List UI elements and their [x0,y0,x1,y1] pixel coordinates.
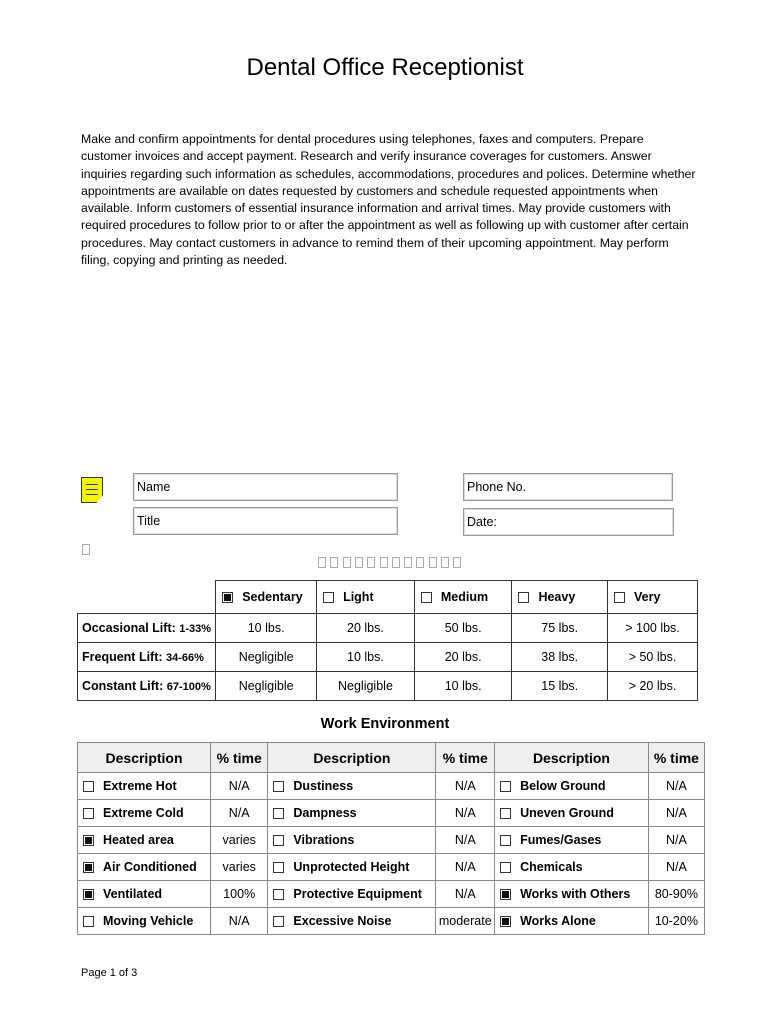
row-label [78,643,216,672]
percent-time-header: % time [211,743,268,773]
environment-label: Fumes/Gases [520,833,602,847]
lift-value: > 20 lbs. [608,672,698,701]
table-row [78,827,705,854]
checkbox[interactable] [83,781,94,792]
environment-label: Excessive Noise [293,914,392,928]
lift-value: Negligible [317,672,415,701]
checkbox[interactable] [222,592,233,603]
percent-time: varies [211,827,268,854]
lift-value: 38 lbs. [512,643,608,672]
environment-label: Extreme Cold [103,806,184,820]
environment-label: Dampness [293,806,357,820]
percent-time: N/A [211,773,268,800]
description-header: Description [78,743,211,773]
environment-item [268,827,436,854]
description-header: Description [268,743,436,773]
checkbox[interactable] [273,835,284,846]
percent-time: varies [211,854,268,881]
lift-category-very [608,581,698,614]
lift-value: Negligible [216,643,317,672]
environment-label: Ventilated [103,887,163,901]
row-label [78,672,216,701]
missing-glyph-icon [355,557,363,568]
checkbox[interactable] [273,808,284,819]
percent-time: N/A [648,854,704,881]
lift-value: 10 lbs. [216,614,317,643]
table-row [78,614,698,643]
environment-item [495,854,649,881]
environment-label: Below Ground [520,779,606,793]
environment-item [268,881,436,908]
environment-label: Uneven Ground [520,806,614,820]
environment-item [495,827,649,854]
checkbox[interactable] [83,862,94,873]
percent-time: 10-20% [648,908,704,935]
table-row [78,854,705,881]
percent-time: N/A [436,773,495,800]
environment-item [495,773,649,800]
environment-item [78,881,211,908]
environment-label: Vibrations [293,833,355,847]
checkbox[interactable] [500,835,511,846]
checkbox[interactable] [614,592,625,603]
lift-range: 67-100% [166,681,211,693]
lift-value: 50 lbs. [414,614,512,643]
checkbox[interactable] [273,916,284,927]
percent-time: 100% [211,881,268,908]
environment-item [78,827,211,854]
phone-field[interactable]: Phone No. [463,473,673,501]
table-row [78,881,705,908]
lift-category-heavy [512,581,608,614]
environment-item [78,773,211,800]
percent-time: moderate [436,908,495,935]
environment-label: Protective Equipment [293,887,422,901]
checkbox[interactable] [83,835,94,846]
percent-time: N/A [436,881,495,908]
missing-glyph-icon [404,557,412,568]
checkbox[interactable] [323,592,334,603]
checkbox[interactable] [83,808,94,819]
percent-time: 80-90% [648,881,704,908]
missing-glyph-icon [318,557,326,568]
environment-item [268,908,436,935]
percent-time-header: % time [648,743,704,773]
checkbox[interactable] [273,862,284,873]
sticky-note-icon[interactable] [81,477,103,503]
lift-value: 15 lbs. [512,672,608,701]
category-label: Medium [440,590,489,604]
page-number: Page 1 of 3 [81,967,138,979]
environment-label: Unprotected Height [293,860,410,874]
percent-time: N/A [436,800,495,827]
lift-value: 20 lbs. [317,614,415,643]
lift-value: 75 lbs. [512,614,608,643]
checkbox[interactable] [500,781,511,792]
environment-label: Works Alone [520,914,596,928]
lift-category-medium [414,581,512,614]
environment-item [78,854,211,881]
environment-item [268,854,436,881]
checkbox[interactable] [500,862,511,873]
lift-category-light [317,581,415,614]
page-title: Dental Office Receptionist [246,54,524,81]
table-row [78,643,698,672]
lift-value: Negligible [216,672,317,701]
missing-glyph-icon [380,557,388,568]
date-field[interactable]: Date: [463,508,674,536]
work-environment-title: Work Environment [320,716,450,732]
environment-item [268,773,436,800]
lift-value: > 50 lbs. [608,643,698,672]
row-label [78,614,216,643]
environment-label: Works with Others [520,887,631,901]
lift-range: 1-33% [179,623,212,635]
category-label: Very [634,590,661,604]
percent-time: N/A [211,908,268,935]
lift-range: 34-66% [166,652,204,664]
environment-item [78,908,211,935]
lift-value: 10 lbs. [317,643,415,672]
table-row [78,800,705,827]
percent-time: N/A [436,827,495,854]
checkbox[interactable] [273,781,284,792]
missing-glyph-icon [453,557,461,568]
description-header: Description [495,743,649,773]
missing-glyph-icon [330,557,338,568]
checkbox[interactable] [83,889,94,900]
checkbox[interactable] [421,592,432,603]
lift-type: Constant Lift: [82,679,164,693]
missing-glyph-icon [441,557,449,568]
lift-table [77,580,698,701]
environment-label: Heated area [103,833,174,847]
checkbox[interactable] [500,889,511,900]
environment-item [495,800,649,827]
environment-label: Air Conditioned [103,860,197,874]
category-label: Light [343,590,374,604]
percent-time: N/A [648,827,704,854]
category-label: Heavy [538,590,576,604]
table-row [78,672,698,701]
title-field[interactable]: Title [133,507,398,535]
checkbox[interactable] [273,889,284,900]
missing-glyph-icon [343,557,351,568]
percent-time: N/A [648,800,704,827]
lift-value: 10 lbs. [414,672,512,701]
lift-type: Frequent Lift: [82,650,163,664]
category-label: Sedentary [242,590,303,604]
environment-item [268,800,436,827]
table-row [78,773,705,800]
name-field[interactable]: Name [133,473,398,501]
environment-item [495,908,649,935]
percent-time: N/A [436,854,495,881]
missing-glyph-icon [82,544,90,555]
work-environment-table [77,742,705,935]
checkbox[interactable] [500,916,511,927]
percent-time-header: % time [436,743,495,773]
environment-label: Extreme Hot [103,779,177,793]
percent-time: N/A [211,800,268,827]
checkbox[interactable] [518,592,529,603]
environment-label: Chemicals [520,860,583,874]
checkbox[interactable] [83,916,94,927]
lift-value: > 100 lbs. [608,614,698,643]
environment-item [78,800,211,827]
job-description: Make and confirm appointments for dental procedures using telephones, faxes and computers. Prepare customer invoices and accept payment. Research and verify insurance coverages for customers. Answer inquiries regarding such information as schedules, accommodations, procedures and polices. Determine whether appointments are available on dates requested by customers and schedule requested appointments when available. Inform customers of essential insurance information and arrival times. May provide customers with required procedures to follow prior to or after the appointment as well as following up with customer after certain procedures. May contact customers in advance to remind them of their upcoming appointment. May perform filing, copying and printing as needed. [81,132,696,268]
missing-glyph-icon [416,557,424,568]
checkbox[interactable] [500,808,511,819]
table-row [78,908,705,935]
missing-glyph-icon [392,557,400,568]
environment-item [495,881,649,908]
lift-category-sedentary [216,581,317,614]
percent-time: N/A [648,773,704,800]
lift-value: 20 lbs. [414,643,512,672]
environment-label: Dustiness [293,779,354,793]
missing-glyph-icon [367,557,375,568]
missing-glyph-icon [429,557,437,568]
environment-label: Moving Vehicle [103,914,194,928]
lift-type: Occasional Lift: [82,621,176,635]
